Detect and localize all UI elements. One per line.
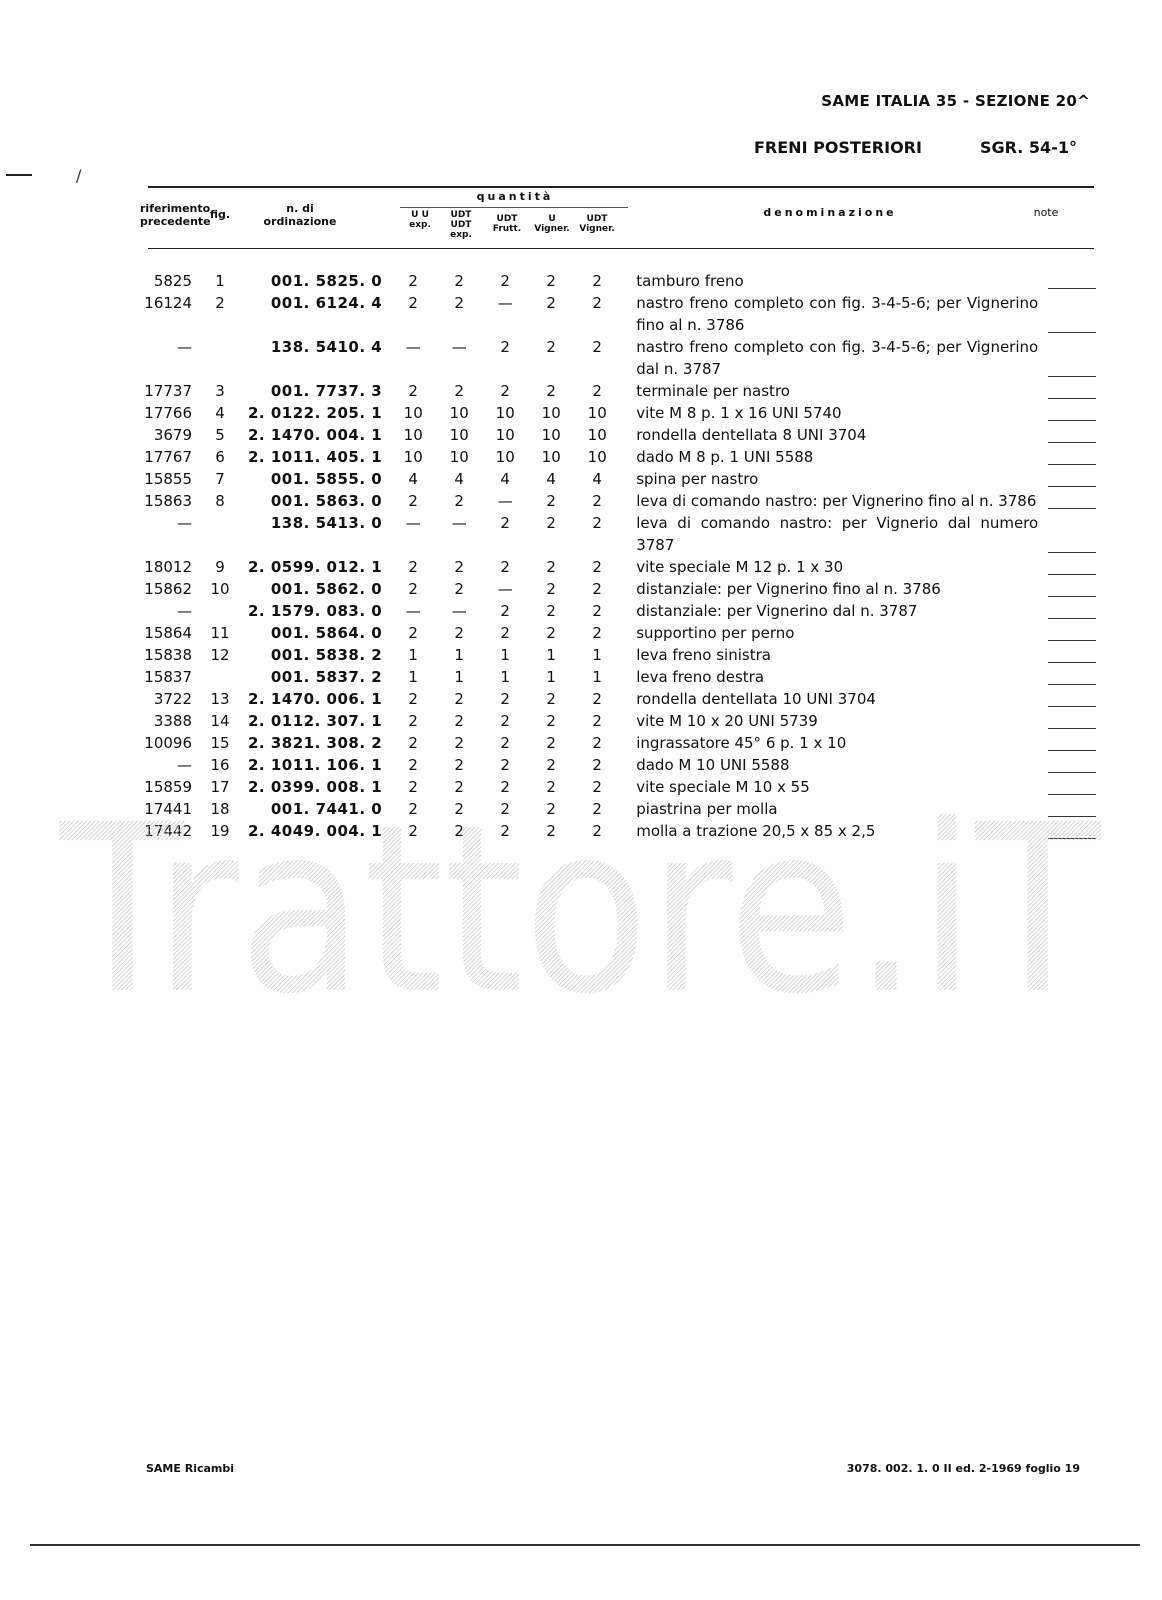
- note-line: [1048, 442, 1096, 443]
- cell-order-number: 2. 1470. 006. 1: [248, 690, 383, 708]
- cell-quantity: 2: [408, 558, 418, 576]
- margin-dash: [6, 174, 32, 176]
- cell-quantity: 10: [587, 404, 607, 422]
- cell-quantity: 2: [454, 778, 464, 796]
- cell-quantity: 10: [495, 448, 515, 466]
- cell-note: [1038, 490, 1096, 512]
- cell-description: leva di comando nastro: per Vignerino fino al n. 3786: [636, 492, 1037, 510]
- cell-order-number: 001. 7441. 0: [270, 800, 383, 818]
- cell-ref: 10096: [144, 734, 192, 752]
- cell-order-number: 001. 5837. 2: [270, 668, 383, 686]
- cell-description: supportino per perno: [636, 624, 795, 642]
- table-row: [138, 292, 1096, 336]
- cell-quantity: 2: [592, 822, 602, 840]
- cell-quantity: 2: [454, 558, 464, 576]
- cell-ref: 17441: [144, 800, 192, 818]
- cell-description: tamburo freno: [636, 272, 744, 290]
- cell-order-number: 001. 7737. 3: [270, 382, 383, 400]
- watermark-text: Trattore.iT: [59, 812, 1102, 1012]
- cell-quantity: 2: [408, 822, 418, 840]
- note-line: [1048, 464, 1096, 465]
- cell-quantity: 2: [500, 778, 510, 796]
- cell-ref: 15863: [144, 492, 192, 510]
- header-q5: UDT Vigner.: [579, 214, 615, 234]
- note-line: [1048, 662, 1096, 663]
- cell-quantity: 2: [454, 492, 464, 510]
- cell-quantity: 2: [546, 580, 556, 598]
- cell-quantity: —: [497, 580, 513, 598]
- cell-quantity: 4: [546, 470, 556, 488]
- cell-note: [1038, 644, 1096, 666]
- cell-quantity: 2: [500, 734, 510, 752]
- cell-quantity: 10: [541, 404, 561, 422]
- cell-order-number: 138. 5413. 0: [270, 514, 383, 532]
- note-line: [1048, 508, 1096, 509]
- table-top-rule: [148, 186, 1094, 188]
- cell-quantity: 2: [592, 338, 602, 356]
- cell-quantity: —: [451, 338, 467, 356]
- cell-fig: 13: [210, 690, 230, 708]
- cell-ref: 16124: [144, 294, 192, 312]
- cell-quantity: 10: [495, 426, 515, 444]
- cell-quantity: 2: [454, 712, 464, 730]
- section-code: SGR. 54-1°: [980, 138, 1077, 157]
- cell-note: [1038, 380, 1096, 402]
- cell-description: dado M 10 UNI 5588: [636, 756, 790, 774]
- cell-quantity: 2: [592, 712, 602, 730]
- cell-quantity: 2: [546, 492, 556, 510]
- cell-description: spina per nastro: [636, 470, 759, 488]
- cell-quantity: —: [497, 294, 513, 312]
- note-line: [1048, 552, 1096, 553]
- table-header-rule: [148, 248, 1094, 249]
- margin-tick: /: [76, 166, 82, 185]
- cell-quantity: 2: [408, 492, 418, 510]
- watermark: [40, 812, 1120, 1012]
- note-line: [1048, 376, 1096, 377]
- cell-fig: [192, 336, 248, 380]
- cell-quantity: —: [451, 514, 467, 532]
- table-row: [138, 512, 1096, 556]
- cell-quantity: 1: [454, 668, 464, 686]
- cell-quantity: 10: [495, 404, 515, 422]
- cell-fig: 17: [210, 778, 230, 796]
- cell-order-number: 001. 5862. 0: [270, 580, 383, 598]
- table-row: [138, 710, 1096, 732]
- cell-note: [1038, 578, 1096, 600]
- header-ref: riferimento precedente: [140, 202, 211, 228]
- cell-fig: [192, 600, 248, 622]
- cell-fig: 9: [215, 558, 225, 576]
- note-line: [1048, 618, 1096, 619]
- cell-quantity: 4: [454, 470, 464, 488]
- header-fig: fig.: [209, 208, 231, 221]
- table-row: [138, 402, 1096, 424]
- cell-quantity: 2: [592, 800, 602, 818]
- cell-fig: 19: [210, 822, 230, 840]
- note-line: [1048, 574, 1096, 575]
- cell-quantity: 2: [592, 382, 602, 400]
- table-row: [138, 688, 1096, 710]
- cell-quantity: 1: [592, 668, 602, 686]
- note-line: [1048, 398, 1096, 399]
- cell-description: vite speciale M 12 p. 1 x 30: [636, 558, 844, 576]
- cell-note: [1038, 666, 1096, 688]
- cell-quantity: 2: [592, 690, 602, 708]
- cell-quantity: 10: [403, 404, 423, 422]
- footer-right: 3078. 002. 1. 0 II ed. 2-1969 foglio 19: [846, 1462, 1080, 1475]
- cell-ref: 17442: [144, 822, 192, 840]
- cell-quantity: 1: [408, 646, 418, 664]
- cell-quantity: —: [405, 514, 421, 532]
- table-row: [138, 776, 1096, 798]
- cell-order-number: 001. 5855. 0: [270, 470, 383, 488]
- cell-quantity: 2: [454, 800, 464, 818]
- cell-quantity: 10: [587, 426, 607, 444]
- cell-quantity: 2: [408, 734, 418, 752]
- cell-ref: 15855: [144, 470, 192, 488]
- cell-order-number: 2. 0399. 008. 1: [248, 778, 383, 796]
- cell-quantity: 2: [592, 558, 602, 576]
- cell-description: leva freno sinistra: [636, 646, 771, 664]
- cell-fig: 7: [215, 470, 225, 488]
- cell-description: distanziale: per Vignerino dal n. 3787: [636, 602, 918, 620]
- cell-quantity: 2: [592, 514, 602, 532]
- cell-description: terminale per nastro: [636, 382, 790, 400]
- header-q4: U Vigner.: [534, 214, 570, 234]
- cell-quantity: 1: [500, 668, 510, 686]
- footer-left: SAME Ricambi: [146, 1462, 235, 1475]
- cell-order-number: 2. 1470. 004. 1: [248, 426, 383, 444]
- cell-quantity: 2: [546, 382, 556, 400]
- cell-order-number: 2. 0122. 205. 1: [248, 404, 383, 422]
- header-desc: denominazione: [763, 206, 897, 219]
- table-row: [138, 424, 1096, 446]
- cell-description: vite speciale M 10 x 55: [636, 778, 810, 796]
- note-line: [1048, 706, 1096, 707]
- cell-quantity: 2: [408, 712, 418, 730]
- note-line: [1048, 332, 1096, 333]
- cell-quantity: 2: [592, 272, 602, 290]
- cell-fig: 4: [215, 404, 225, 422]
- cell-description: ingrassatore 45° 6 p. 1 x 10: [636, 734, 847, 752]
- cell-note: [1038, 336, 1096, 380]
- cell-description: leva freno destra: [636, 668, 765, 686]
- cell-description: vite M 8 p. 1 x 16 UNI 5740: [636, 404, 842, 422]
- note-line: [1048, 728, 1096, 729]
- cell-quantity: 2: [500, 382, 510, 400]
- cell-quantity: 2: [546, 822, 556, 840]
- cell-quantity: 2: [546, 690, 556, 708]
- cell-ref: 5825: [153, 272, 192, 290]
- cell-quantity: 2: [408, 800, 418, 818]
- cell-fig: [192, 666, 248, 688]
- header-q1: U U exp.: [409, 210, 431, 230]
- table-row: [138, 556, 1096, 578]
- cell-quantity: —: [405, 602, 421, 620]
- cell-note: [1038, 468, 1096, 490]
- cell-quantity: 2: [408, 624, 418, 642]
- table-row: [138, 380, 1096, 402]
- cell-quantity: 2: [408, 756, 418, 774]
- cell-note: [1038, 512, 1096, 556]
- note-line: [1048, 596, 1096, 597]
- cell-note: [1038, 688, 1096, 710]
- table-row: [138, 754, 1096, 776]
- cell-note: [1038, 622, 1096, 644]
- note-line: [1048, 772, 1096, 773]
- cell-fig: 14: [210, 712, 230, 730]
- cell-ref: 15862: [144, 580, 192, 598]
- cell-ref: 3722: [153, 690, 192, 708]
- cell-ref: 18012: [144, 558, 192, 576]
- cell-description: rondella dentellata 8 UNI 3704: [636, 426, 867, 444]
- cell-note: [1038, 556, 1096, 578]
- cell-description: nastro freno completo con fig. 3-4-5-6; per Vignerino fino al n. 3786: [636, 294, 1039, 334]
- cell-quantity: 2: [546, 712, 556, 730]
- cell-quantity: 2: [592, 492, 602, 510]
- cell-quantity: 2: [500, 624, 510, 642]
- cell-quantity: 2: [500, 690, 510, 708]
- cell-ref: —: [177, 514, 192, 532]
- cell-quantity: 2: [454, 382, 464, 400]
- cell-quantity: 2: [454, 272, 464, 290]
- cell-quantity: 1: [546, 668, 556, 686]
- cell-quantity: 2: [500, 338, 510, 356]
- header-quantity: quantità: [476, 190, 554, 203]
- cell-quantity: 2: [546, 514, 556, 532]
- cell-quantity: 2: [408, 580, 418, 598]
- cell-ref: 15864: [144, 624, 192, 642]
- table-row: [138, 622, 1096, 644]
- cell-note: [1038, 270, 1096, 292]
- cell-ref: 17767: [144, 448, 192, 466]
- cell-quantity: 2: [546, 800, 556, 818]
- cell-fig: 6: [215, 448, 225, 466]
- cell-quantity: 2: [546, 338, 556, 356]
- cell-quantity: 2: [592, 756, 602, 774]
- section-title: FRENI POSTERIORI: [754, 138, 922, 157]
- cell-note: [1038, 710, 1096, 732]
- cell-quantity: 2: [546, 624, 556, 642]
- cell-order-number: 2. 4049. 004. 1: [248, 822, 383, 840]
- cell-note: [1038, 446, 1096, 468]
- cell-fig: 12: [210, 646, 230, 664]
- cell-quantity: 10: [541, 426, 561, 444]
- cell-quantity: 4: [500, 470, 510, 488]
- cell-quantity: 2: [592, 602, 602, 620]
- cell-quantity: 2: [408, 272, 418, 290]
- cell-quantity: 2: [546, 602, 556, 620]
- cell-quantity: 1: [592, 646, 602, 664]
- cell-fig: 2: [215, 294, 225, 312]
- note-line: [1048, 684, 1096, 685]
- cell-quantity: 2: [500, 514, 510, 532]
- cell-order-number: 001. 5864. 0: [270, 624, 383, 642]
- cell-note: [1038, 402, 1096, 424]
- cell-description: leva di comando nastro: per Vignerio dal numero 3787: [636, 514, 1039, 554]
- cell-note: [1038, 754, 1096, 776]
- cell-note: [1038, 292, 1096, 336]
- note-line: [1048, 420, 1096, 421]
- table-row: [138, 732, 1096, 754]
- cell-quantity: 2: [592, 580, 602, 598]
- quantity-rule: [400, 207, 628, 208]
- cell-quantity: 10: [403, 448, 423, 466]
- cell-description: nastro freno completo con fig. 3-4-5-6; per Vignerino dal n. 3787: [636, 338, 1039, 378]
- cell-quantity: 2: [500, 756, 510, 774]
- cell-quantity: 10: [449, 426, 469, 444]
- note-line: [1048, 288, 1096, 289]
- cell-quantity: 2: [500, 558, 510, 576]
- table-row: [138, 468, 1096, 490]
- cell-description: distanziale: per Vignerino fino al n. 3786: [636, 580, 941, 598]
- table-row: [138, 446, 1096, 468]
- cell-quantity: 1: [546, 646, 556, 664]
- cell-ref: 15838: [144, 646, 192, 664]
- cell-fig: 5: [215, 426, 225, 444]
- cell-fig: 1: [215, 272, 225, 290]
- cell-quantity: 2: [500, 712, 510, 730]
- cell-quantity: 2: [500, 602, 510, 620]
- note-line: [1048, 486, 1096, 487]
- cell-quantity: 2: [408, 382, 418, 400]
- table-row: [138, 644, 1096, 666]
- table-row: [138, 578, 1096, 600]
- header-q3: UDT Frutt.: [492, 214, 522, 234]
- note-line: [1048, 794, 1096, 795]
- cell-order-number: 001. 5825. 0: [270, 272, 383, 290]
- cell-order-number: 2. 1011. 405. 1: [248, 448, 383, 466]
- cell-note: [1038, 424, 1096, 446]
- cell-quantity: 1: [454, 646, 464, 664]
- cell-order-number: 2. 0112. 307. 1: [248, 712, 383, 730]
- cell-quantity: 2: [454, 822, 464, 840]
- document-header-line: SAME ITALIA 35 - SEZIONE 20^: [821, 92, 1090, 110]
- cell-quantity: 2: [454, 690, 464, 708]
- cell-ref: 17766: [144, 404, 192, 422]
- note-line: [1048, 750, 1096, 751]
- cell-quantity: 1: [408, 668, 418, 686]
- cell-quantity: 2: [454, 624, 464, 642]
- cell-quantity: 2: [454, 580, 464, 598]
- cell-note: [1038, 600, 1096, 622]
- cell-quantity: 2: [500, 822, 510, 840]
- header-note: note: [1033, 206, 1059, 219]
- cell-note: [1038, 776, 1096, 798]
- cell-ref: —: [177, 338, 192, 356]
- cell-quantity: 10: [449, 404, 469, 422]
- cell-quantity: 2: [546, 756, 556, 774]
- note-line: [1048, 640, 1096, 641]
- cell-quantity: 2: [592, 734, 602, 752]
- cell-quantity: 2: [592, 778, 602, 796]
- cell-quantity: 4: [408, 470, 418, 488]
- cell-quantity: 2: [592, 294, 602, 312]
- cell-ref: —: [177, 602, 192, 620]
- cell-quantity: 2: [500, 272, 510, 290]
- bottom-rule: [30, 1544, 1140, 1546]
- cell-ref: —: [177, 756, 192, 774]
- cell-quantity: 10: [541, 448, 561, 466]
- cell-quantity: 2: [546, 778, 556, 796]
- cell-order-number: 001. 5863. 0: [270, 492, 383, 510]
- parts-table: [138, 270, 1096, 842]
- cell-order-number: 001. 6124. 4: [270, 294, 383, 312]
- cell-order-number: 2. 1579. 083. 0: [248, 602, 383, 620]
- cell-ref: 17737: [144, 382, 192, 400]
- cell-quantity: —: [451, 602, 467, 620]
- cell-quantity: 2: [454, 294, 464, 312]
- cell-quantity: 2: [408, 690, 418, 708]
- cell-fig: [192, 512, 248, 556]
- header-order: n. di ordinazione: [263, 202, 337, 228]
- cell-order-number: 138. 5410. 4: [270, 338, 383, 356]
- cell-fig: 16: [210, 756, 230, 774]
- cell-quantity: 2: [546, 734, 556, 752]
- parts-table-body: [138, 270, 1096, 842]
- cell-ref: 15837: [144, 668, 192, 686]
- cell-quantity: 2: [546, 272, 556, 290]
- cell-quantity: —: [405, 338, 421, 356]
- cell-quantity: 2: [546, 294, 556, 312]
- cell-quantity: 2: [500, 800, 510, 818]
- cell-quantity: 10: [587, 448, 607, 466]
- table-row: [138, 490, 1096, 512]
- cell-quantity: 2: [592, 624, 602, 642]
- cell-fig: 11: [210, 624, 230, 642]
- cell-fig: 18: [210, 800, 230, 818]
- cell-description: piastrina per molla: [636, 800, 778, 818]
- table-row: [138, 270, 1096, 292]
- cell-quantity: 4: [592, 470, 602, 488]
- cell-quantity: 2: [546, 558, 556, 576]
- cell-order-number: 2. 1011. 106. 1: [248, 756, 383, 774]
- cell-quantity: 2: [408, 294, 418, 312]
- cell-description: rondella dentellata 10 UNI 3704: [636, 690, 876, 708]
- cell-ref: 3679: [153, 426, 192, 444]
- table-row: [138, 336, 1096, 380]
- cell-quantity: —: [497, 492, 513, 510]
- cell-fig: 15: [210, 734, 230, 752]
- cell-quantity: 1: [500, 646, 510, 664]
- cell-quantity: 2: [454, 756, 464, 774]
- cell-description: molla a trazione 20,5 x 85 x 2,5: [636, 822, 876, 840]
- cell-quantity: 10: [449, 448, 469, 466]
- cell-quantity: 2: [454, 734, 464, 752]
- cell-note: [1038, 732, 1096, 754]
- cell-order-number: 2. 0599. 012. 1: [248, 558, 383, 576]
- cell-fig: 3: [215, 382, 225, 400]
- cell-quantity: 2: [408, 778, 418, 796]
- cell-fig: 8: [215, 492, 225, 510]
- cell-quantity: 10: [403, 426, 423, 444]
- cell-ref: 15859: [144, 778, 192, 796]
- cell-order-number: 001. 5838. 2: [270, 646, 383, 664]
- cell-description: dado M 8 p. 1 UNI 5588: [636, 448, 814, 466]
- cell-fig: 10: [210, 580, 230, 598]
- table-row: [138, 666, 1096, 688]
- cell-ref: 3388: [153, 712, 192, 730]
- header-q2: UDT UDT exp.: [450, 210, 472, 240]
- cell-order-number: 2. 3821. 308. 2: [248, 734, 383, 752]
- table-row: [138, 600, 1096, 622]
- cell-description: vite M 10 x 20 UNI 5739: [636, 712, 818, 730]
